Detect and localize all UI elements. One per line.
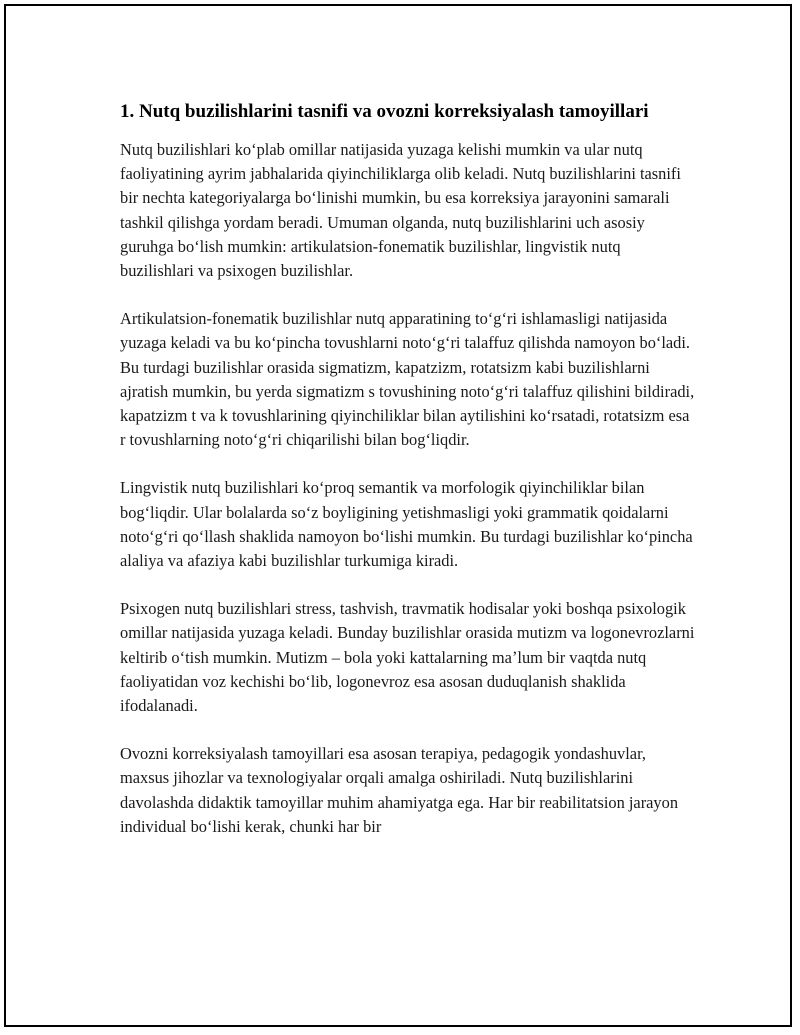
page-frame [4,4,792,1027]
paragraph-linguistic: Lingvistik nutq buzilishlari koʻproq semantik va morfologik qiyinchiliklar bilan bogʻliqdir. Ular bolalarda soʻz boyligining yetishmasligi yoki grammatik qoidalarni notoʻgʻri qoʻllash shaklida namoyon boʻlishi mumkin. Bu turdagi buzilishlar koʻpincha alaliya va afaziya kabi buzilishlar turkumiga kiradi. [120,478,693,571]
paragraph-intro: Nutq buzilishlari koʻplab omillar natijasida yuzaga kelishi mumkin va ular nutq faoliyatining ayrim jabhalarida qiyinchiliklarga olib keladi. Nutq buzilishlarini tasnifi bir nechta kategoriyalarga boʻlinishi mumkin, bu esa korreksiya jarayonini samarali tashkil qilishga yordam beradi. Umuman olganda, nutq buzilishlarini uch asosiy guruhga boʻlish mumkin: artikulatsion-fonematik buzilishlar, lingvistik nutq buzilishlari va psixogen buzilishlar. [120,140,681,281]
paragraph-psychogenic: Psixogen nutq buzilishlari stress, tashvish, travmatik hodisalar yoki boshqa psixologik omillar natijasida yuzaga keladi. Bunday buzilishlar orasida mutizm va logonevrozlarni keltirib oʻtish mumkin. Mutizm – bola yoki kattalarning maʼlum bir vaqtda nutq faoliyatidan voz kechishi boʻlib, logonevroz esa asosan duduqlanish shaklida ifodalanadi. [120,599,695,716]
section-heading: 1. Nutq buzilishlarini tasnifi va ovozni korreksiyalash tamoyillari [120,101,649,122]
paragraph-articulation: Artikulatsion-fonematik buzilishlar nutq apparatining toʻgʻri ishlamasligi natijasida yuzaga keladi va bu koʻpincha tovushlarni notoʻgʻri talaffuz qilishda namoyon boʻladi. Bu turdagi buzilishlar orasida sigmatizm, kapatzizm, rotatsizm kabi buzilishlarni ajratish mumkin, bu yerda sigmatizm s tovushining notoʻgʻri talaffuz qilishini bildiradi, kapatzizm t va k tovushlarining qiyinchiliklar bilan aytilishini koʻrsatadi, rotatsizm esa r tovushlarning notoʻgʻri chiqarilishi bilan bogʻliqdir. [120,309,695,450]
paragraph-correction: Ovozni korreksiyalash tamoyillari esa asosan terapiya, pedagogik yondashuvlar, maxsus jihozlar va texnologiyalar orqali amalga oshiriladi. Nutq buzilishlarini davolashda didaktik tamoyillar muhim ahamiyatga ega. Har bir reabilitatsion jarayon individual boʻlishi kerak, chunki har bir [120,744,679,836]
document-body [120,98,696,863]
